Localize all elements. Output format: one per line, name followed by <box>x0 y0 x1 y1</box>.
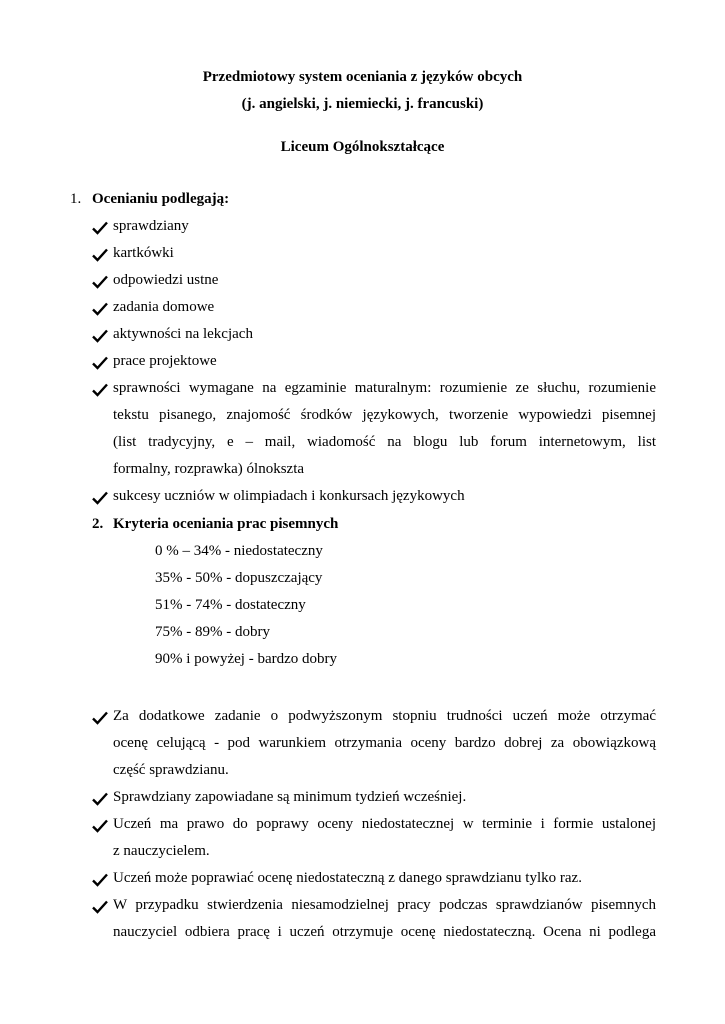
checkmark-icon <box>92 791 108 807</box>
list-item: sukcesy uczniów w olimpiadach i konkursach językowych <box>113 488 465 504</box>
list-item: kartkówki <box>113 245 174 261</box>
section-2-number: 2. <box>92 516 104 532</box>
grade-row: 90% i powyżej - bardzo dobry <box>155 651 338 667</box>
rule-line: nauczyciel odbiera pracę i uczeń otrzymuje ocenę niedostateczną. Ocena ni podlega <box>113 924 656 940</box>
grade-row: 51% - 74% - dostateczny <box>155 597 306 613</box>
checkmark-icon <box>92 328 108 344</box>
rule-line: W przypadku stwierdzenia niesamodzielnej pracy podczas sprawdzianów pisemnych <box>113 897 656 913</box>
rule-line: z nauczycielem. <box>113 843 210 859</box>
document-subtitle: (j. angielski, j. niemiecki, j. francuski) <box>241 96 484 112</box>
list-item-line: formalny, rozprawka) ólnokszta <box>113 461 305 477</box>
list-item: sprawdziany <box>113 218 189 234</box>
checkmark-icon <box>92 872 108 888</box>
checkmark-icon <box>92 382 108 398</box>
checkmark-icon <box>92 710 108 726</box>
checkmark-icon <box>92 247 108 263</box>
rule-line: ocenę celującą - pod warunkiem otrzymania oceny bardzo dobrej za obowiązkową <box>113 735 656 751</box>
list-item: aktywności na lekcjach <box>113 326 253 342</box>
list-item-line: tekstu pisanego, znajomość środków językowych, tworzenie wypowiedzi pisemnej <box>113 407 656 423</box>
checkmark-icon <box>92 274 108 290</box>
checkmark-icon <box>92 220 108 236</box>
school-name: Liceum Ogólnokształcące <box>280 139 445 155</box>
list-item: prace projektowe <box>113 353 217 369</box>
checkmark-icon <box>92 818 108 834</box>
rule-line: Uczeń może poprawiać ocenę niedostateczną z danego sprawdzianu tylko raz. <box>113 870 582 886</box>
rule-line: Sprawdziany zapowiadane są minimum tydzień wcześniej. <box>113 789 467 805</box>
rule-line: część sprawdzianu. <box>113 762 229 778</box>
checkmark-icon <box>92 490 108 506</box>
checkmark-icon <box>92 355 108 371</box>
rule-line: Za dodatkowe zadanie o podwyższonym stopniu trudności uczeń może otrzymać <box>113 708 656 724</box>
grade-row: 75% - 89% - dobry <box>155 624 270 640</box>
list-item-line: (list tradycyjny, e – mail, wiadomość na blogu lub forum internetowym, list <box>113 434 656 450</box>
section-1-number: 1. <box>70 191 82 207</box>
list-item: zadania domowe <box>113 299 215 315</box>
rule-line: Uczeń ma prawo do poprawy oceny niedostatecznej w terminie i formie ustalonej <box>113 816 656 832</box>
section-1-heading: Ocenianiu podlegają: <box>92 191 230 207</box>
grade-row: 35% - 50% - dopuszczający <box>155 570 323 586</box>
list-item: odpowiedzi ustne <box>113 272 219 288</box>
document-title: Przedmiotowy system oceniania z języków obcych <box>202 69 523 85</box>
checkmark-icon <box>92 899 108 915</box>
list-item-line: sprawności wymagane na egzaminie maturalnym: rozumienie ze słuchu, rozumienie <box>113 380 656 396</box>
section-2-heading: Kryteria oceniania prac pisemnych <box>113 516 339 532</box>
checkmark-icon <box>92 301 108 317</box>
grade-row: 0 % – 34% - niedostateczny <box>155 543 323 559</box>
